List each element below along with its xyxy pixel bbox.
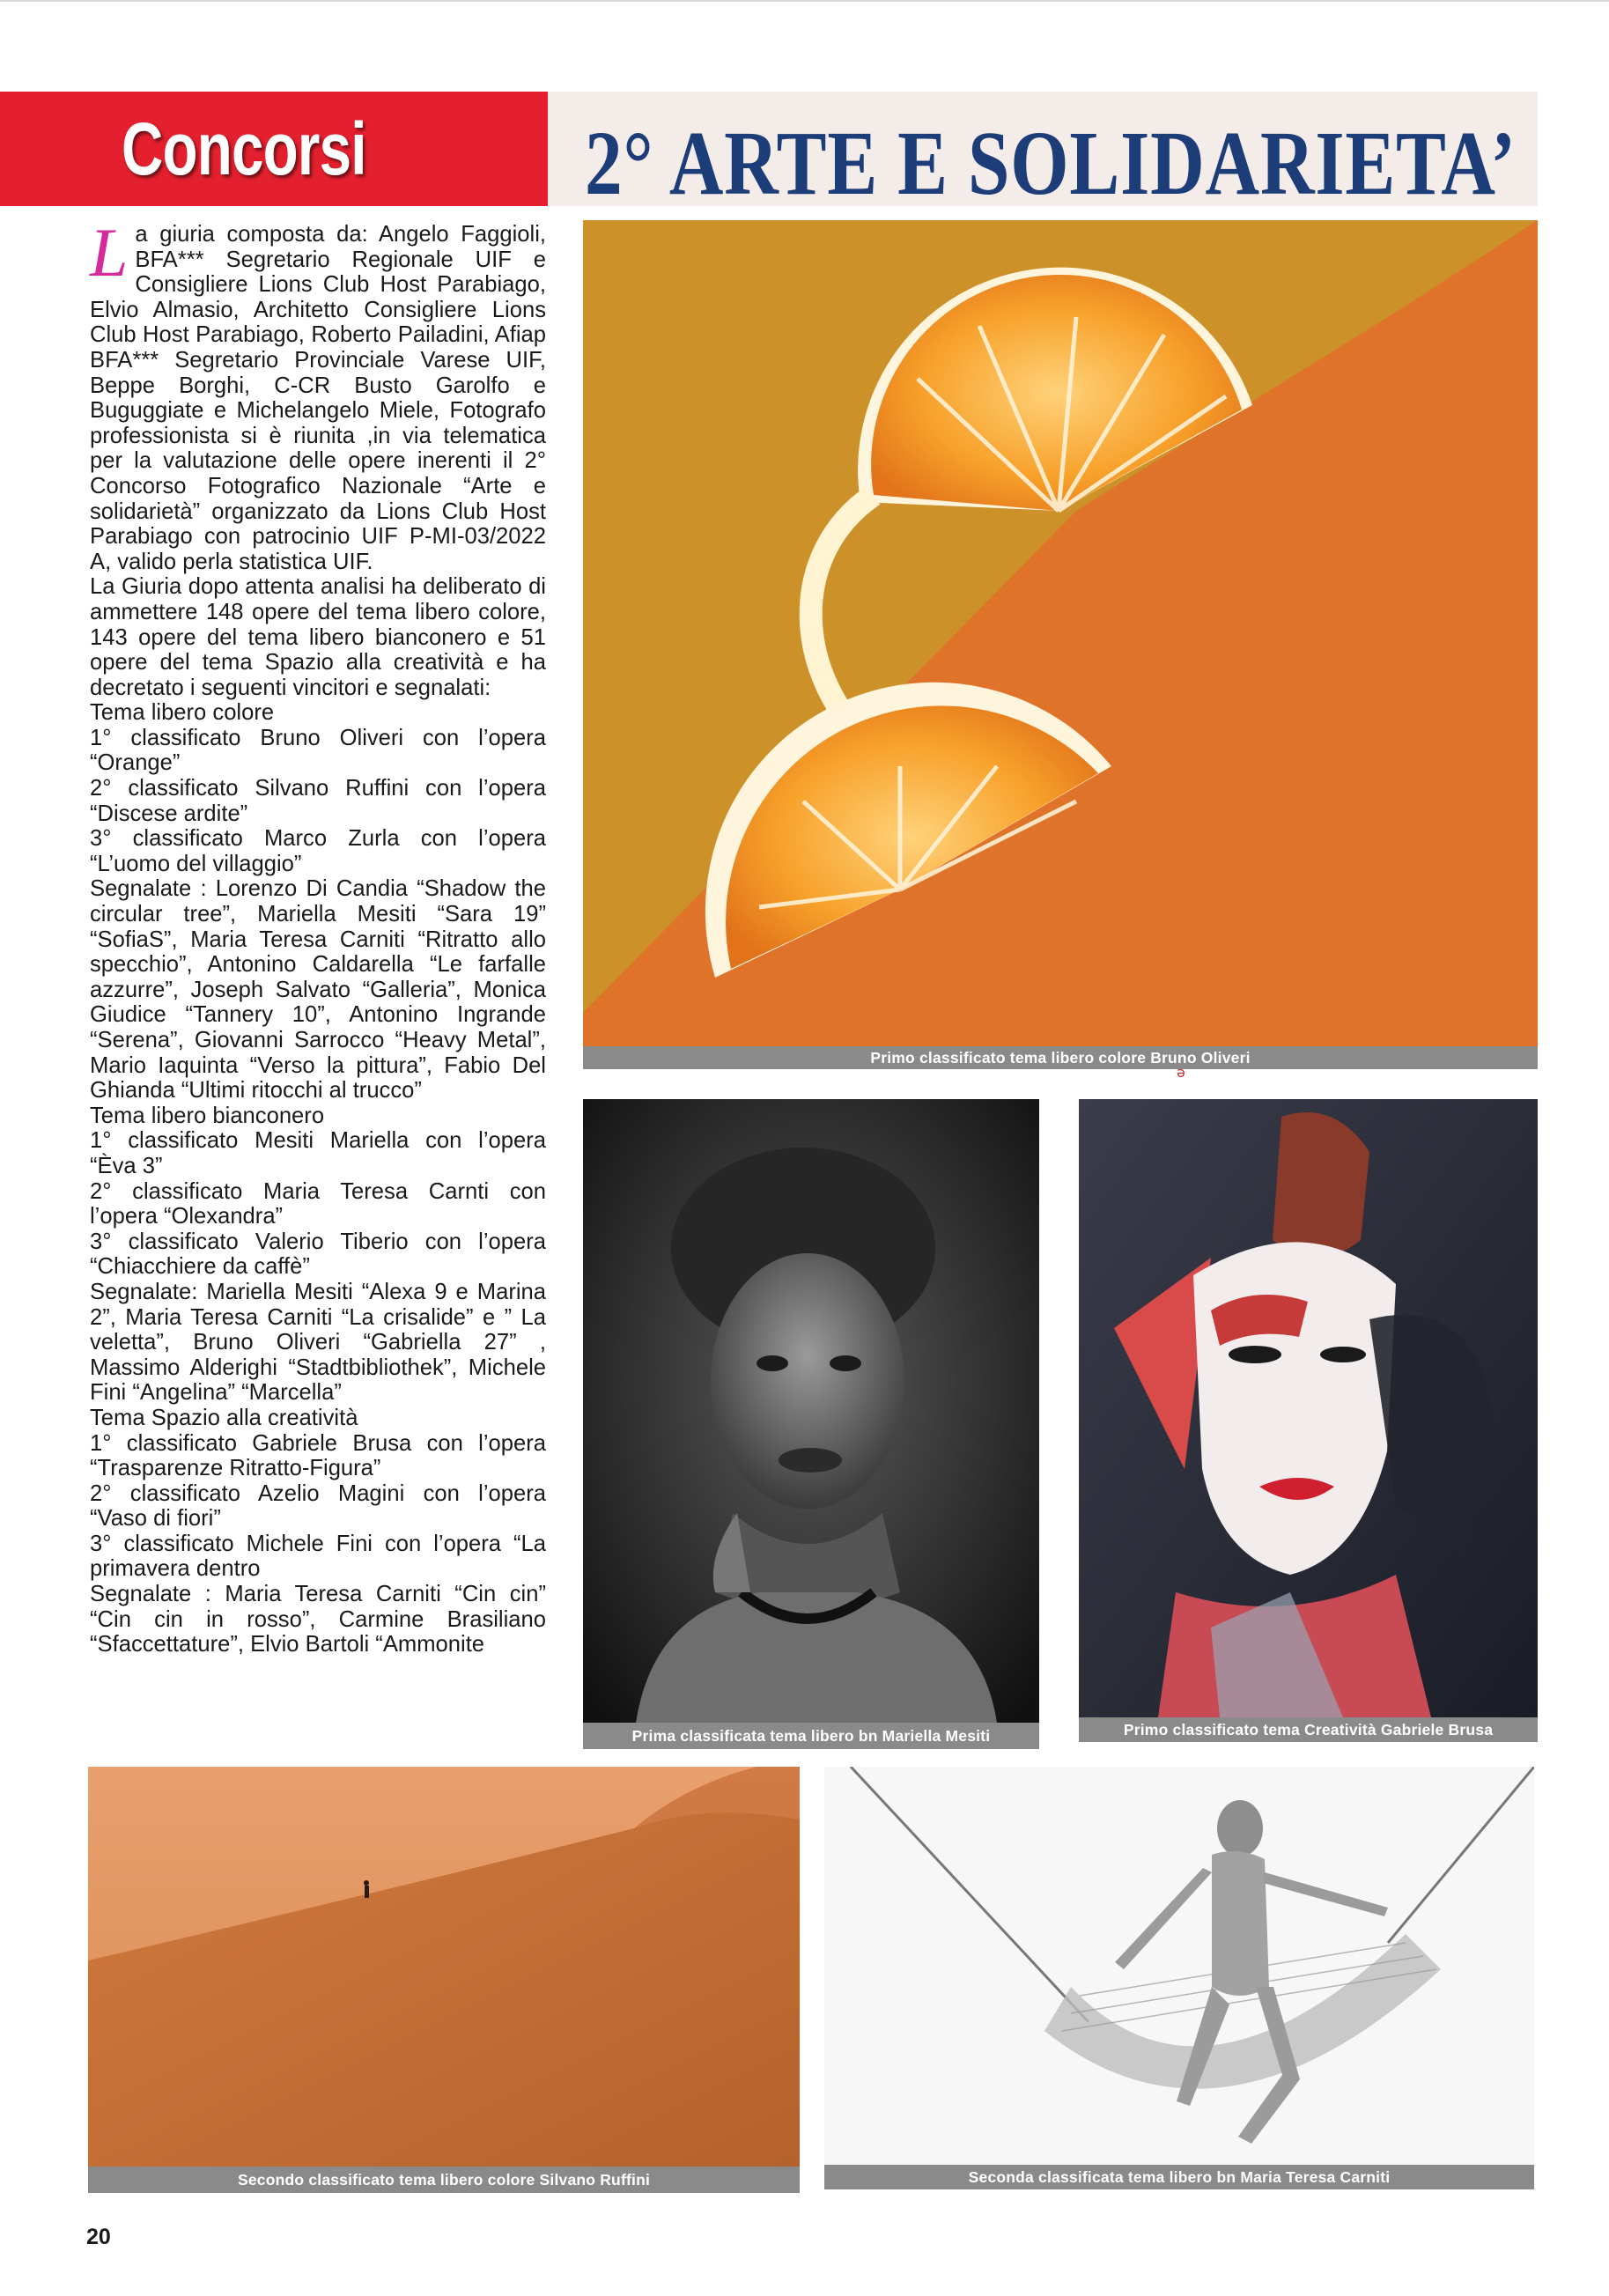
portrait-illustration [583,1099,1039,1723]
award-line: 1° classificato Mesiti Mariella con l’opera “Èva 3” [90,1128,546,1178]
section-label-text: Concorsi [122,107,366,190]
desert-dune-photo [88,1767,800,2167]
dune-photo-caption: Secondo classificato tema libero colore Silvano Ruffini [88,2167,800,2193]
hammock-photo-caption: Seconda classificata tema libero bn Maria Teresa Carniti [824,2165,1534,2189]
orange-slice-photo [583,220,1538,1046]
honorable-mentions: Segnalate : Maria Teresa Carniti “Cin cin” “Cin cin in rosso”, Carmine Brasiliano “Sfaccettature”, Elvio Bartoli “Ammonite [90,1582,546,1657]
drop-cap: L [90,214,129,291]
hammock-illustration [824,1767,1534,2165]
orange-slice-illustration [583,220,1538,1046]
article-paragraph: La Giuria dopo attenta analisi ha deliberato di ammettere 148 opere del tema libero colore, 143 opere del tema libero bianconero e 51 opere del tema Spazio alla creatività e ha decretato i seguenti vincitori e segnalati: [90,574,546,700]
article-title: 2° ARTE E SOLIDARIETA’ [585,113,1517,214]
portrait-photo-caption: Prima classificata tema libero bn Mariella Mesiti [583,1723,1039,1749]
desert-dune-illustration [88,1767,800,2167]
honorable-mentions: Segnalate: Mariella Mesiti “Alexa 9 e Marina 2”, Maria Teresa Carniti “La crisalide” e ” La veletta”, Bruno Oliveri “Gabriella 27” , Massimo Alderighi “Stadtbibliothek”, Michele Fini “Angelina” “Marcella” [90,1279,546,1406]
article-body [90,214,546,1657]
award-line: 2° classificato Maria Teresa Carnti con l’opera “Olexandra” [90,1178,546,1229]
category-heading: Tema libero bianconero [90,1103,325,1128]
creativity-photo-caption: Primo classificato tema Creatività Gabriele Brusa [1079,1717,1538,1742]
title-band [548,92,1538,214]
orange-photo-caption: Primo classificato tema libero colore Bruno Oliveri [583,1046,1538,1069]
creative-face-illustration [1079,1099,1538,1717]
award-line: 3° classificato Marco Zurla con l’opera “L’uomo del villaggio” [90,826,546,876]
section-label [0,92,548,206]
award-line: 1° classificato Bruno Oliveri con l’opera “Orange” [90,725,546,776]
award-line: 1° classificato Gabriele Brusa con l’opera “Trasparenze Ritratto-Figura” [90,1430,546,1481]
award-line: 2° classificato Silvano Ruffini con l’opera “Discese ardite” [90,776,546,826]
award-line: 2° classificato Azelio Magini con l’opera “Vaso di fiori” [90,1480,546,1532]
category-heading: Tema libero colore [90,700,275,726]
page-number: 20 [86,2225,111,2249]
creative-face-photo [1079,1099,1538,1717]
top-rule [0,0,1609,2]
article-paragraph-intro [90,214,546,574]
award-line: 3° classificato Michele Fini con l’opera “La primavera dentro [90,1531,546,1582]
portrait-photo [583,1099,1039,1723]
award-line: 3° classificato Valerio Tiberio con l’opera “Chiacchiere da caffè” [90,1229,546,1280]
category-heading: Tema Spazio alla creatività [90,1405,358,1430]
hammock-figure-photo [824,1767,1534,2165]
honorable-mentions: Segnalate : Lorenzo Di Candia “Shadow the circular tree”, Mariella Mesiti “Sara 19” “SofiaS”, Maria Teresa Carniti “Ritratto allo specchio”, Antonino Caldarella “Le farfalle azzurre”, Joseph Salvato “Galleria”, Monica Giudice “Tannery 10”, Antonino Ingrande “Serena”, Giovanni Sarrocco “Heavy Metal”, Mario Iaquinta “Verso la pittura”, Fabio Del Ghianda “Ultimi ritocchi al trucco” [90,876,546,1104]
intro-text: a giuria composta da: Angelo Faggioli, BFA*** Segretario Regionale UIF e Consigliere Lions Club Host Parabiago, Elvio Almasio, Architetto Consigliere Lions Club Host Parabiago, Roberto Pailadini, Afiap BFA*** Segretario Provinciale Varese UIF, Beppe Borghi, C-CR Busto Garolfo e Buguggiate e Michelangelo Miele, Fotografo professionista si è riunita ,in via telematica per la valutazione delle opere inerenti il 2° Concorso Fotografico Nazionale “Arte e solidarietà” organizzato da Lions Club Host Parabiago con patrocinio UIF P-MI-03/2022 A, valido perla statistica UIF. [90,222,546,574]
stray-mark: ə [1177,1064,1185,1081]
